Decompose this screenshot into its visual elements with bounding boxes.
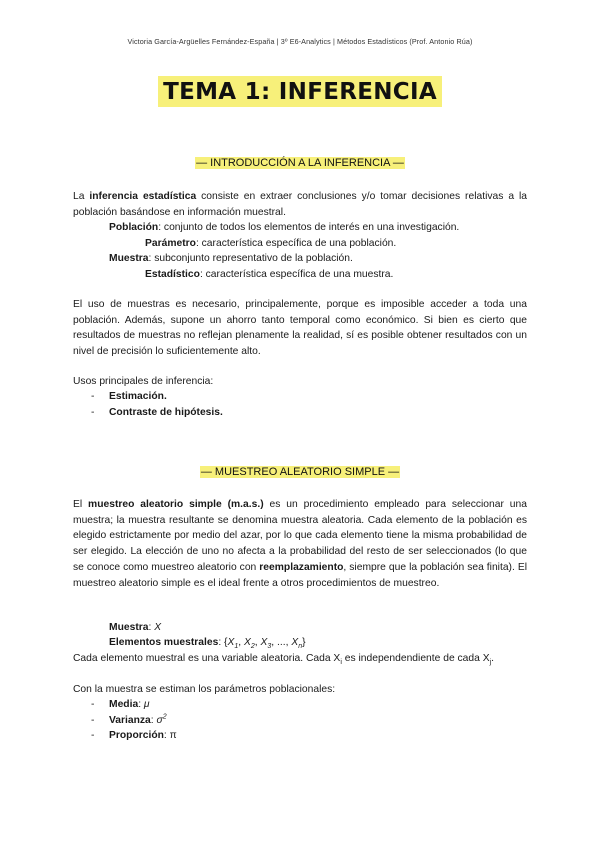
mas-paragraph [73,497,527,591]
use-item-text: Estimación [109,391,164,402]
mas-pre: El [73,499,89,510]
bullet-dash: - [91,407,95,418]
use-item-estimacion [109,389,167,405]
elementos-line [109,635,306,651]
definition-term: Estadístico [145,269,200,280]
param-colon: : [138,699,144,710]
element-sep: , [271,637,278,648]
definition-term: Población [109,222,159,233]
bullet-dash: - [91,699,95,710]
definition-text: : subconjunto representativo de la población. [148,253,353,264]
bullet-dash: - [91,730,95,741]
element-var: X [260,637,268,648]
use-item-period: . [163,391,167,402]
muestra-line [109,620,161,636]
element-sep: , [238,637,244,648]
muestra-label: Muestra [109,622,149,633]
param-symbol: π [169,730,177,741]
param-proporcion [109,728,177,744]
independence-pre: Cada elemento muestral es una variable aleatoria. Cada X [73,653,341,664]
section-heading-intro-text: — INTRODUCCIÓN A LA INFERENCIA — [196,157,404,169]
intro-pre: La [73,191,90,202]
definition-term: Muestra [109,253,149,264]
section-heading-mas-text: — MUESTREO ALEATORIO SIMPLE — [200,466,400,478]
use-item-contraste [109,405,223,421]
definition-poblacion [109,220,459,236]
param-superscript: 2 [162,713,167,721]
element-sub: 2 [250,643,255,651]
mas-post: , siempre que la población sea finita). El muestreo aleatorio simple es el ideal frente a otros procedimientos de muestreo. [73,561,527,589]
element-sub: 3 [267,643,272,651]
definition-text: : conjunto de todos los elementos de interés en una investigación. [158,222,460,233]
definition-parametro [145,236,396,252]
param-varianza [109,713,167,729]
independence-sub-j: j [489,659,492,667]
section-heading-mas [0,466,600,478]
muestra-value: X [154,622,162,633]
bullet-dash: - [91,391,95,402]
muestra-colon: : [148,622,155,633]
intro-bold-term: inferencia estadística [89,191,197,202]
intro-post: consiste en extraer conclusiones y/o tomar decisiones relativas a la población basándose en información muestral. [73,191,527,218]
definition-text: : característica específica de una muestra. [199,269,394,280]
elementos-label: Elementos muestrales [109,637,219,648]
param-media [109,697,150,713]
param-colon: : [163,730,170,741]
estimate-label: Con la muestra se estiman los parámetros poblacionales: [73,684,336,695]
element-ellipsis: ..., [277,637,292,648]
param-symbol: σ [156,715,163,726]
title-wrap [0,76,600,107]
param-term: Media [109,699,139,710]
element-var: X [244,637,251,648]
use-item-period: . [220,407,223,418]
mas-bold-term: muestreo aleatorio simple (m.a.s.) [88,499,264,510]
use-item-text: Contraste de hipótesis [109,407,220,418]
param-colon: : [150,715,157,726]
uses-label: Usos principales de inferencia: [73,376,214,387]
definition-text: : característica específica de una población. [195,238,397,249]
section-heading-intro [0,157,600,169]
param-term: Proporción [109,730,164,741]
mas-bold-reemplazamiento: reemplazamiento [259,561,344,573]
independence-line [73,651,494,667]
elementos-close: } [302,637,306,648]
running-header: Victoria García-Argüelles Fernández-España | 3º E6-Analytics | Métodos Estadísticos (Prof. Antonio Rúa) [127,37,473,46]
param-symbol: μ [143,699,150,710]
element-sub: n [298,643,303,651]
bullet-dash: - [91,715,95,726]
element-sep: , [254,637,261,648]
element-sub: 1 [234,643,239,651]
independence-mid: es independendiente de cada X [341,653,490,664]
independence-post: . [491,653,495,664]
element-var: X [227,637,235,648]
param-term: Varianza [109,715,151,726]
elementos-open: : { [218,637,228,648]
independence-sub-i: i [340,659,342,667]
definition-muestra [109,251,353,267]
paragraph-uso-muestras: El uso de muestras es necesario, principalemente, porque es imposible acceder a toda una población. Además, supone un ahorro tanto temporal como económico. Si bien es cierto que resultados de muestras no reflejan plenamente la realidad, sí es posible obtener resultados con un nivel de precisión lo suficientemente alto. [73,299,527,358]
element-var: X [291,637,299,648]
definition-estadistico [145,267,393,283]
page-title: TEMA 1: INFERENCIA [158,76,442,107]
definition-term: Parámetro [145,238,196,249]
mas-mid: es un procedimiento empleado para seleccionar una muestra; la muestra resultante se denomina muestra aleatoria. Cada elemento de la población es elegido estrictamente por medio del azar, por lo que cada elemento tiene la misma probabilidad de ser elegido. La elección de uno no afecta a la probabilidad del resto de ser seleccionados (lo que se conoce como muestreo aleatorio con [73,499,527,573]
intro-paragraph [73,189,527,220]
